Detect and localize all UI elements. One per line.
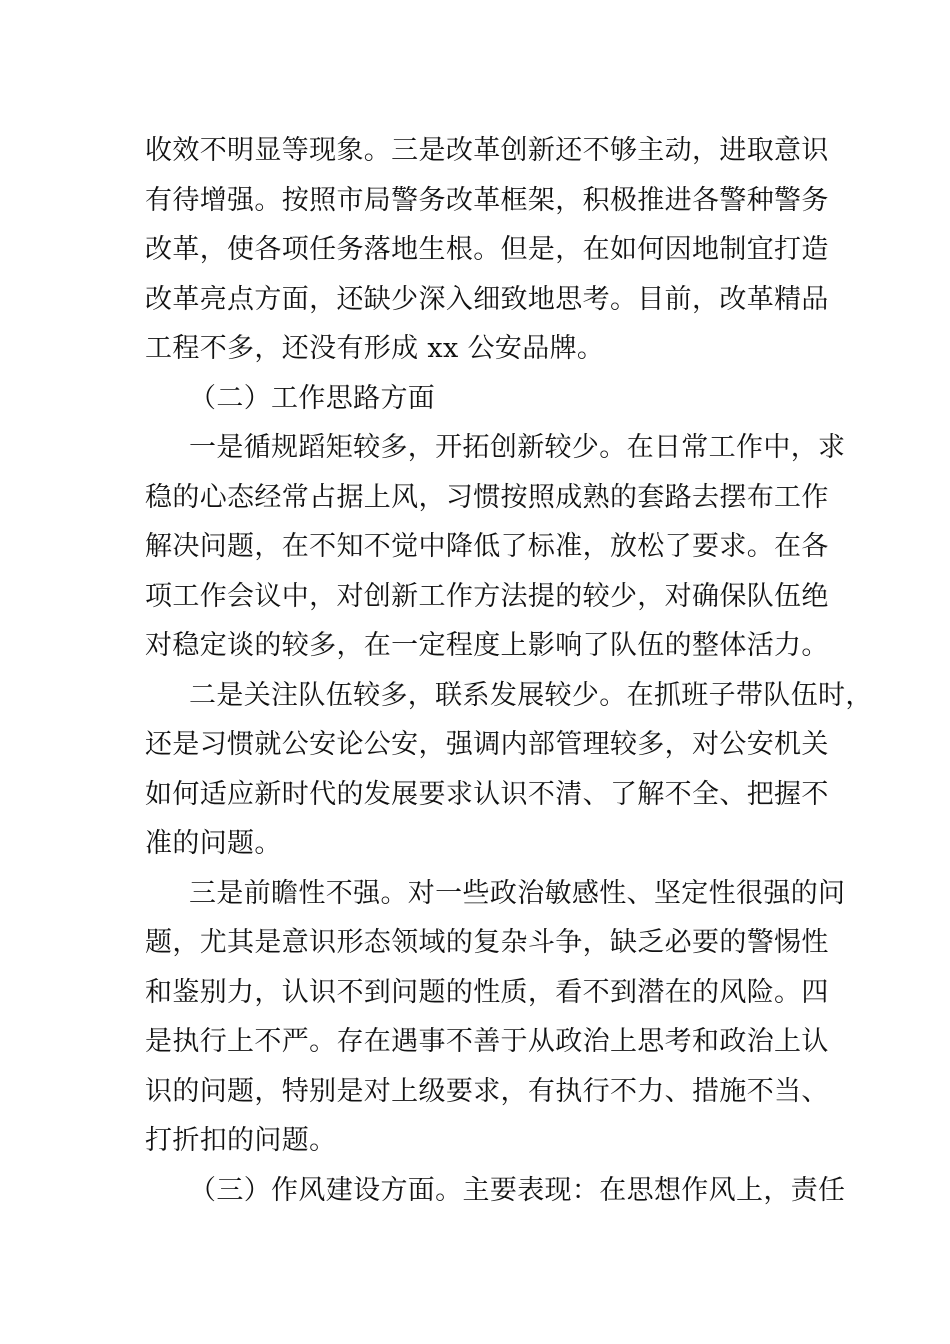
- text-line: 改革亮点方面，还缺少深入细致地思考。目前，改革精品: [145, 283, 829, 315]
- text-line: 题，尤其是意识形态领域的复杂斗争，缺乏必要的警惕性: [145, 927, 829, 958]
- text-line: 收效不明显等现象。三是改革创新还不够主动，进取意识: [145, 135, 829, 166]
- text-line: 对稳定谈的较多，在一定程度上影响了队伍的整体活力。: [145, 630, 829, 661]
- text-line: 改革，使各项任务落地生根。但是，在如何因地制宜打造: [145, 234, 829, 265]
- text-line: 打折扣的问题。: [145, 1125, 337, 1156]
- text-line: 如何适应新时代的发展要求认识不清、了解不全、把握不: [145, 778, 829, 810]
- text-line: 解决问题，在不知不觉中降低了标准，放松了要求。在各: [145, 531, 829, 562]
- text-line: 和鉴别力，认识不到问题的性质，看不到潜在的风险。四: [145, 976, 829, 1008]
- text-line: 还是习惯就公安论公安，强调内部管理较多，对公安机关: [145, 729, 829, 760]
- text-line: 一是循规蹈矩较多，开拓创新较少。在日常工作中，求: [189, 432, 846, 463]
- text-line: 是执行上不严。存在遇事不善于从政治上思考和政治上认: [145, 1026, 829, 1057]
- text-line: 三是前瞻性不强。对一些政治敏感性、坚定性很强的问: [189, 877, 846, 909]
- document-body: [145, 126, 873, 1215]
- section-heading: （三）作风建设方面。主要表现：在思想作风上，责任: [189, 1174, 846, 1206]
- text-line: 二是关注队伍较多，联系发展较少。在抓班子带队伍时，: [189, 679, 873, 711]
- section-heading: （二）工作思路方面: [189, 382, 436, 414]
- text-line: 稳的心态经常占据上风，习惯按照成熟的套路去摆布工作: [145, 481, 829, 513]
- text-line: 识的问题，特别是对上级要求，有执行不力、措施不当、: [145, 1075, 829, 1107]
- text-line: 项工作会议中，对创新工作方法提的较少，对确保队伍绝: [145, 580, 829, 612]
- text-line: 工程不多，还没有形成 xx 公安品牌。: [145, 333, 605, 364]
- text-line: 有待增强。按照市局警务改革框架，积极推进各警种警务: [145, 184, 829, 216]
- text-line: 准的问题。: [145, 828, 282, 859]
